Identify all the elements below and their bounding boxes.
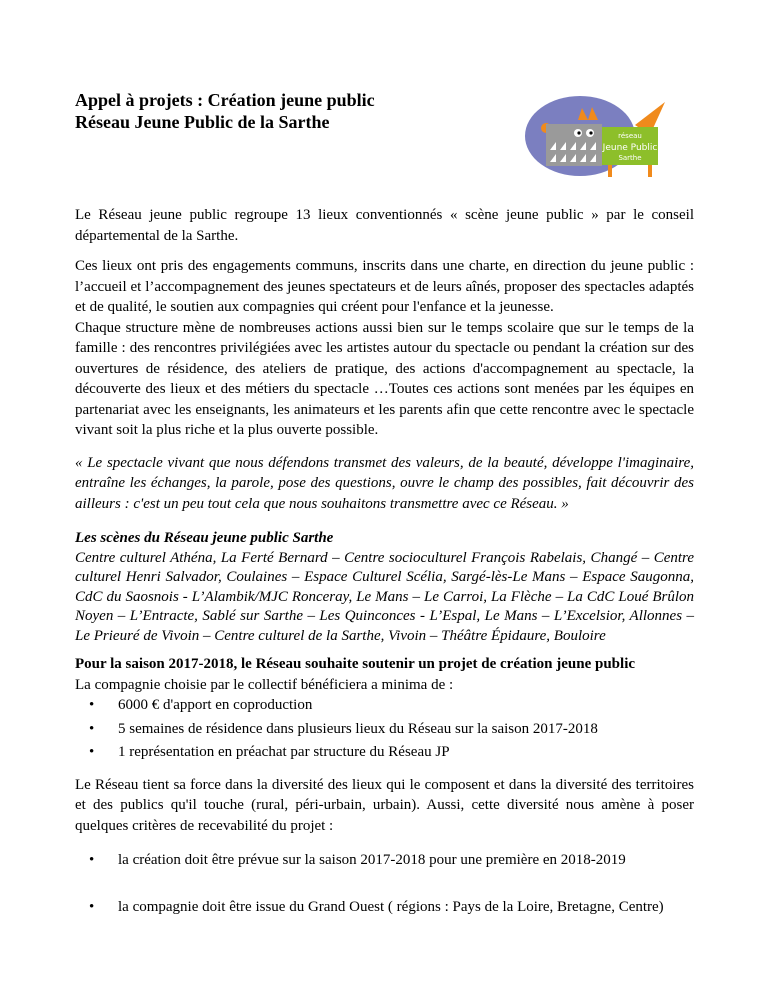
logo-text: Jeune Public (602, 143, 658, 153)
scenes-heading: Les scènes du Réseau jeune public Sarthe (75, 530, 334, 546)
list-item: • la création doit être prévue sur la saison 2017-2018 pour une première en 2018-2019 (75, 850, 694, 871)
title-line-1: Appel à projets : Création jeune public (75, 90, 375, 110)
scenes-section (75, 528, 694, 646)
logo-text: réseau (618, 132, 642, 140)
intro-paragraph: Le Réseau jeune public regroupe 13 lieux conventionnés « scène jeune public » par le conseil départemental de la Sarthe. (75, 207, 694, 244)
saison-list (75, 695, 694, 763)
logo-text: Sarthe (618, 154, 642, 162)
diversite-paragraph: Le Réseau tient sa force dans la diversité des lieux qui le composent et dans la diversité des territoires et des publics qu'il touche (rural, péri-urbain, urbain). Aussi, cette diversité nous amène à poser quelques critères de recevabilité du projet : (75, 776, 694, 834)
list-item: • 5 semaines de résidence dans plusieurs lieux du Réseau sur la saison 2017-2018 (75, 719, 694, 740)
reseau-jeune-public-logo (520, 80, 670, 180)
saison-section (75, 654, 694, 763)
list-item: • 1 représentation en préachat par structure du Réseau JP (75, 742, 694, 763)
quote-paragraph: « Le spectacle vivant que nous défendons transmet des valeurs, de la beauté, développe l'imaginaire, entraîne les échanges, la parole, pose des questions, ouvre le champ des possibles, fait découvrir des ailleurs : c'est un peu tout cela que nous souhaitons transmettre avec ce Réseau. » (75, 454, 694, 512)
scenes-list: Centre culturel Athéna, La Ferté Bernard – Centre socioculturel François Rabelais, Changé – Centre culturel Henri Salvador, Coulaines – Espace Culturel Scélia, Sargé-lès-Le Mans – Espace Saugonna, CdC du Saosnois - L’Alambik/MJC Ronceray, Le Mans – Le Carroi, La Flèche – La CdC Loué Brûlon Noyen – L’Entracte, Sablé sur Sarthe – Les Quinconces - L’Espal, Le Mans – L’Excelsior, Allonnes – Le Prieuré de Vivoin – Centre culturel de la Sarthe, Vivoin – Théâtre Épidaure, Bouloire (75, 549, 694, 644)
saison-intro: La compagnie choisie par le collectif bénéficiera a minima de : (75, 676, 454, 693)
engagements-paragraph: Ces lieux ont pris des engagements communs, inscrits dans une charte, en direction du jeune public : l’accueil et l’accompagnement des jeunes spectateurs et de leurs aînés, proposer des spectacles adaptés et de qualité, le soutien aux compagnies qui créent pour l'enfance et la jeunesse. (75, 258, 694, 315)
list-item: • la compagnie doit être issue du Grand Ouest ( régions : Pays de la Loire, Bretagne, Centre) (75, 897, 694, 918)
title-line-2: Réseau Jeune Public de la Sarthe (75, 112, 330, 132)
saison-heading: Pour la saison 2017-2018, le Réseau souhaite soutenir un projet de création jeune public (75, 656, 636, 672)
criteres-list (75, 850, 694, 917)
actions-paragraph: Chaque structure mène de nombreuses actions aussi bien sur le temps scolaire que sur le temps de la famille : des rencontres privilégiées avec les artistes autour du spectacle ou pendant la création sur des ouvertures de résidence, des ateliers de pratique, des actions d'accompagnement au spectacle, la découverte des lieux et des métiers du spectacle …Toutes ces actions sont menées par les équipes en partenariat avec les enseignants, les animateurs et les parents afin que cette rencontre avec le spectacle vivant soit la plus riche et la plus ouverte possible. (75, 319, 694, 438)
list-item: • 6000 € d'apport en coproduction (75, 695, 694, 716)
